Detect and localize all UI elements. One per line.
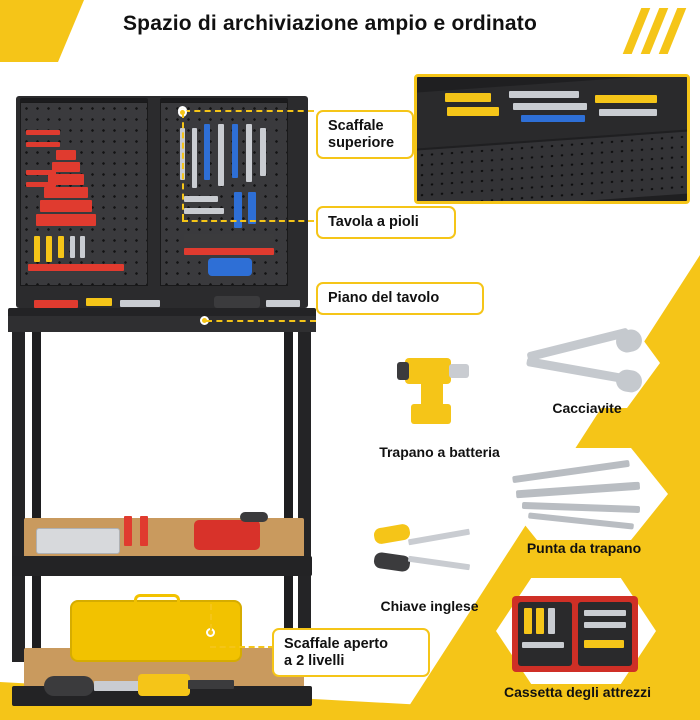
- screwdriver-shaft-1: [408, 529, 470, 546]
- wrench-shaft-1: [526, 328, 629, 362]
- callout-table-top-label: Piano del tavolo: [328, 290, 440, 306]
- press-shaft: [94, 681, 140, 691]
- drill-chuck: [449, 364, 469, 378]
- yellow-tool-case: [70, 600, 242, 662]
- callout-lead-v-pegboard: [182, 112, 184, 220]
- callout-top-shelf-line1: Scaffale: [328, 118, 384, 134]
- cordless-drill-icon: [395, 352, 483, 430]
- detail-photo-inset: [414, 74, 690, 204]
- toolbox-tool-6: [522, 642, 564, 648]
- drill-bit-2: [516, 482, 640, 499]
- plier-5: [260, 128, 266, 176]
- wrench-head-2: [614, 368, 643, 394]
- press-grip: [44, 676, 94, 696]
- header-slashes-decoration: [602, 8, 692, 54]
- drill-bit-icon: [512, 462, 658, 530]
- blue-plier: [204, 124, 210, 180]
- wrench-hang-2: [184, 208, 224, 214]
- red-funnel-4: [44, 187, 88, 198]
- page-title: Spazio di archiviazione ampio e ordinato: [122, 12, 538, 35]
- wrench-shaft-2: [526, 357, 630, 384]
- callout-top-shelf: [316, 110, 414, 159]
- toolbox-tool-4: [584, 610, 626, 616]
- plier-4: [246, 124, 252, 182]
- red-rack: [28, 264, 124, 271]
- header: [0, 0, 700, 62]
- leg-front-right: [298, 332, 311, 662]
- red-tool-case: [194, 520, 260, 550]
- screwdriver-handle-2: [373, 552, 411, 573]
- red-funnel-1: [56, 150, 76, 160]
- blue-tool-1: [234, 192, 242, 228]
- bench-tool-dark: [214, 296, 260, 308]
- yellow-driver-3: [58, 236, 64, 258]
- red-funnel-6: [36, 214, 96, 226]
- leg-back-left: [32, 332, 41, 662]
- red-clamp-1: [26, 130, 60, 135]
- inset-tool-blue: [521, 115, 585, 122]
- product-label-toolbox: Cassetta degli attrezzi: [503, 684, 652, 700]
- wrench-icon: [374, 520, 486, 586]
- toolbox-tool-5: [584, 622, 626, 628]
- header-accent-block: [0, 0, 58, 62]
- red-funnel-2: [52, 162, 80, 172]
- red-clamp-shelf-1: [124, 516, 132, 546]
- leg-front-left: [12, 332, 25, 662]
- callout-lead-v-open-shelf: [210, 604, 212, 630]
- yellow-driver-1: [34, 236, 40, 262]
- middle-shelf-rail: [12, 556, 312, 576]
- blue-plier-2: [232, 124, 238, 178]
- inset-tool-yellow-1: [445, 93, 491, 102]
- red-rack-2: [184, 248, 274, 255]
- plier-3: [218, 124, 224, 186]
- inset-tool-grey-1: [509, 91, 579, 98]
- callout-pegboard: [316, 206, 456, 239]
- bench-tool-grey-2: [266, 300, 300, 307]
- toolbox-tool-7: [584, 640, 624, 648]
- callout-lead-pegboard: [182, 220, 314, 222]
- inset-tool-yellow-3: [595, 95, 657, 103]
- yellow-case-handle: [134, 594, 180, 606]
- drill-rear: [397, 362, 409, 380]
- inset-tool-grey-2: [513, 103, 587, 110]
- callout-open-shelf: [272, 628, 430, 677]
- yellow-driver-2: [46, 236, 52, 262]
- red-clamp-2: [26, 142, 60, 147]
- plier-2: [192, 128, 197, 188]
- callout-table-top: [316, 282, 484, 315]
- product-label-screwdriver: Cacciavite: [552, 400, 622, 416]
- bench-table-top: [8, 316, 316, 332]
- black-cable: [240, 512, 268, 522]
- toolbox-icon: [508, 592, 646, 678]
- bench-tool-yellow: [86, 298, 112, 306]
- inset-tool-grey-3: [599, 109, 657, 116]
- bench-tool-red: [34, 300, 78, 308]
- red-clamp-shelf-2: [140, 516, 148, 546]
- workbench-illustration: [8, 88, 318, 678]
- toolbox-tool-1: [524, 608, 532, 634]
- toolbox-tool-2: [536, 608, 544, 634]
- callout-top-shelf-line2: superiore: [328, 134, 395, 151]
- press-head: [138, 674, 190, 696]
- callout-open-shelf-line1: Scaffale aperto: [284, 636, 388, 652]
- red-clamp-4: [26, 182, 56, 187]
- dark-rack: [30, 272, 122, 279]
- toolbox-tool-3: [548, 608, 555, 634]
- silver-case: [36, 528, 120, 554]
- wrench-hang-1: [184, 196, 218, 202]
- drill-bit-1: [512, 460, 630, 483]
- callout-lead-table-top: [206, 320, 316, 322]
- hydraulic-press-tool: [44, 672, 234, 698]
- press-handle: [188, 680, 234, 689]
- leg-back-right: [284, 332, 293, 662]
- callout-pegboard-label: Tavola a pioli: [328, 214, 419, 230]
- screwdriver-icon: [520, 330, 652, 398]
- screwdriver-shaft-2: [408, 556, 470, 571]
- drill-bit-4: [528, 512, 634, 529]
- grey-driver-2: [80, 236, 85, 258]
- bench-tool-grey: [120, 300, 160, 307]
- red-clamp-3: [26, 170, 56, 175]
- screwdriver-handle-1: [373, 523, 411, 545]
- red-funnel-5: [40, 200, 92, 212]
- dark-rack-2: [184, 234, 274, 242]
- drill-battery: [411, 404, 451, 424]
- drill-bit-3: [522, 502, 640, 513]
- product-label-drill-bit: Punta da trapano: [526, 540, 642, 556]
- callout-lead-open-shelf: [210, 646, 274, 648]
- blue-plier-big: [208, 258, 252, 276]
- inset-tool-yellow-2: [447, 107, 499, 116]
- product-label-drill: Trapano a batteria: [379, 444, 500, 460]
- product-label-wrench: Chiave inglese: [380, 598, 479, 614]
- grey-driver-1: [70, 236, 75, 258]
- callout-lead-top-shelf: [184, 110, 314, 112]
- callout-open-shelf-line2: a 2 livelli: [284, 652, 345, 669]
